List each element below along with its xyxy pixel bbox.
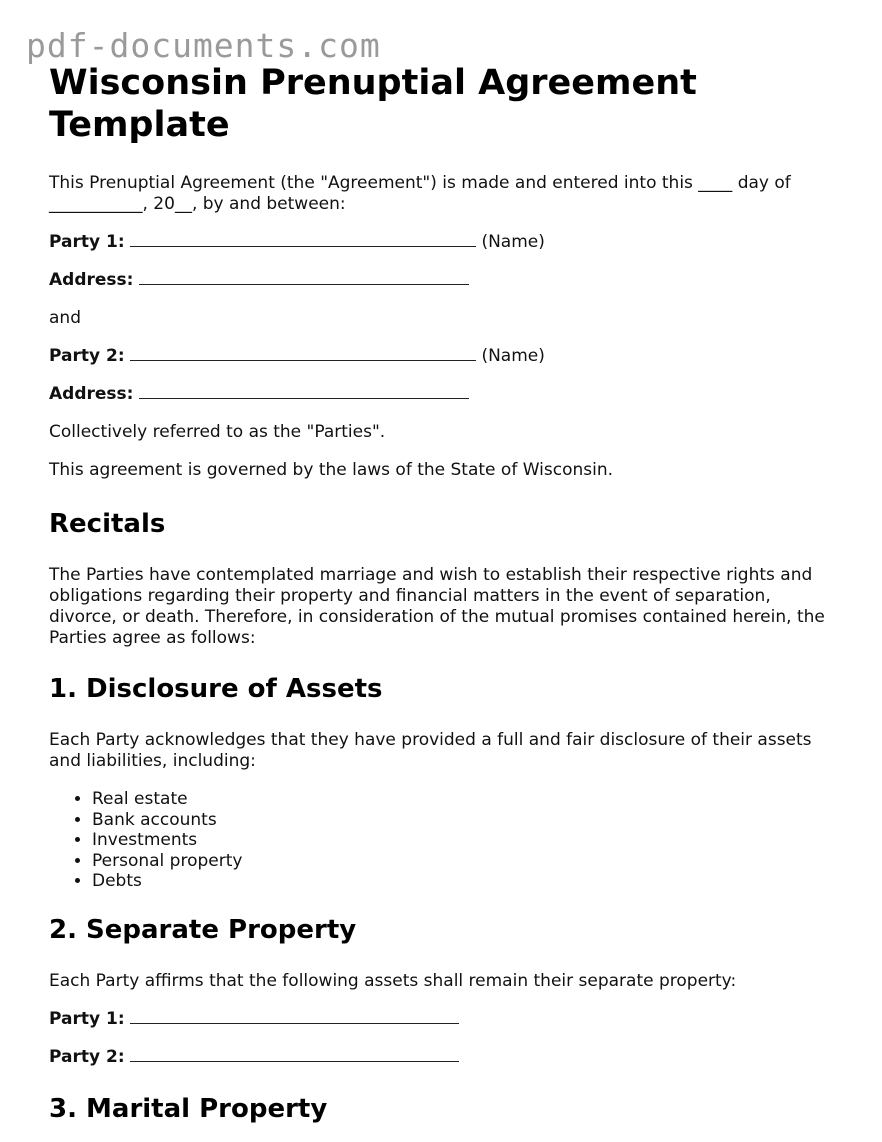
document-page xyxy=(49,62,839,1125)
list-item: • Bank accounts xyxy=(92,810,839,831)
list-item: • Debts xyxy=(92,871,839,892)
party2-label: Party 2: xyxy=(49,346,125,366)
section3-heading: 3. Marital Property xyxy=(49,1093,328,1124)
list-item: • Real estate xyxy=(92,789,839,810)
separate-party1-label: Party 1: xyxy=(49,1008,125,1029)
address1-blank[interactable] xyxy=(139,270,469,285)
party2-name-blank[interactable] xyxy=(130,346,476,361)
separate-property-party1-field xyxy=(49,1009,839,1030)
address2-field xyxy=(49,384,839,405)
section2-text: Each Party affirms that the following assets shall remain their separate property: xyxy=(49,970,737,991)
section2-heading: 2. Separate Property xyxy=(49,914,357,945)
watermark: pdf-documents.com xyxy=(26,26,381,65)
and-text: and xyxy=(49,308,81,328)
governed-text: This agreement is governed by the laws of the State of Wisconsin. xyxy=(49,460,614,480)
collectively-text: Collectively referred to as the "Parties". xyxy=(49,422,386,442)
party1-name-field xyxy=(49,232,839,253)
list-item: • Personal property xyxy=(92,851,839,872)
separate-party2-blank[interactable] xyxy=(130,1047,459,1062)
party1-label: Party 1: xyxy=(49,232,125,252)
separate-property-party2-field xyxy=(49,1047,839,1068)
recitals-text: The Parties have contemplated marriage and wish to establish their respective rights and obligations regarding their property and financial matters in the event of separation, divorce, or death. Therefore, in consideration of the mutual promises contained herein, the Parties agree as follows: xyxy=(49,565,825,648)
separate-party1-blank[interactable] xyxy=(130,1009,459,1024)
address2-blank[interactable] xyxy=(139,384,469,399)
address1-label: Address: xyxy=(49,270,134,290)
party1-name-blank[interactable] xyxy=(130,232,476,247)
section1-text: Each Party acknowledges that they have provided a full and fair disclosure of their assets and liabilities, including: xyxy=(49,730,812,771)
asset-list xyxy=(49,789,839,892)
party1-name-suffix: (Name) xyxy=(481,232,545,252)
intro-paragraph: This Prenuptial Agreement (the "Agreement") is made and entered into this ____ day of ___________, 20__, by and between: xyxy=(49,173,791,214)
party2-name-suffix: (Name) xyxy=(481,346,545,366)
party2-name-field xyxy=(49,346,839,367)
separate-party2-label: Party 2: xyxy=(49,1046,125,1067)
list-item: • Investments xyxy=(92,830,839,851)
document-title: Wisconsin Prenuptial Agreement Template xyxy=(49,63,697,145)
address2-label: Address: xyxy=(49,384,134,404)
address1-field xyxy=(49,270,839,291)
recitals-heading: Recitals xyxy=(49,509,166,539)
section1-heading: 1. Disclosure of Assets xyxy=(49,674,383,704)
